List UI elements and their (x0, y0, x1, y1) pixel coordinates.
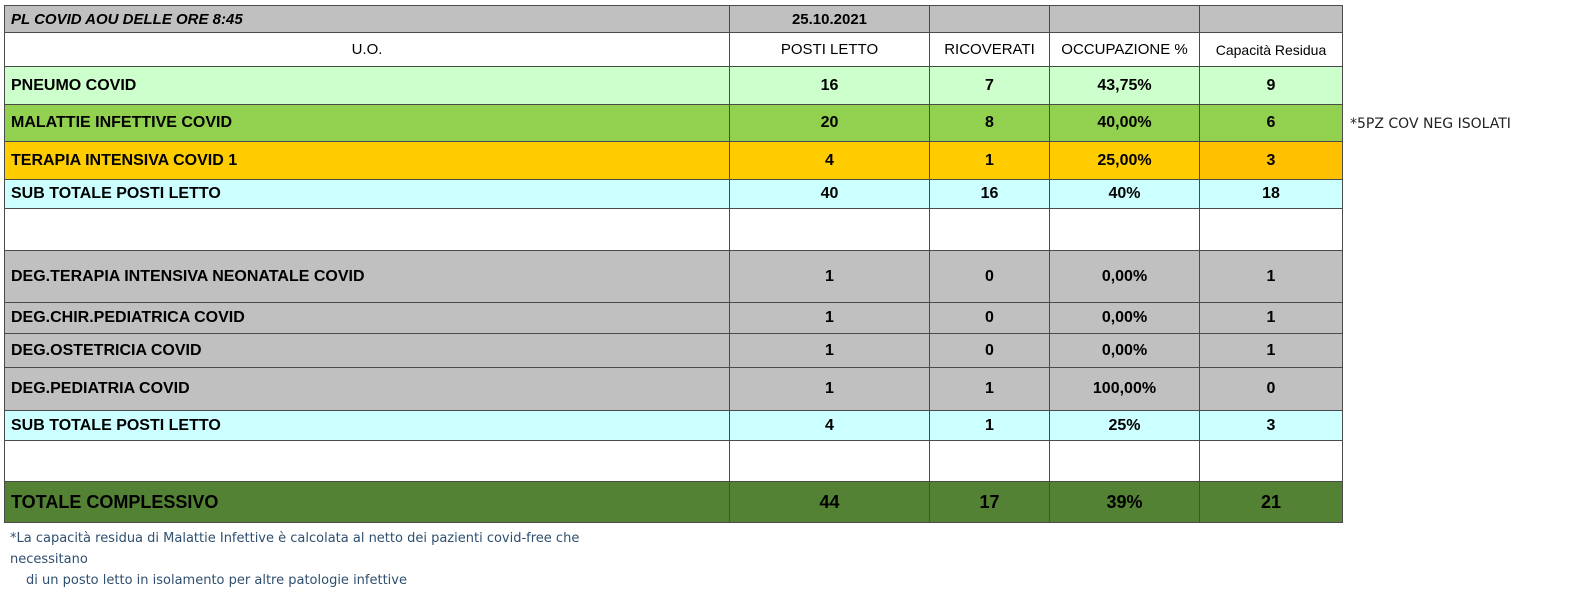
row-unit-name: PNEUMO COVID (5, 67, 730, 105)
subtotal-row (5, 180, 1343, 209)
title-empty-cell (930, 6, 1050, 33)
row-unit-name: TERAPIA INTENSIVA COVID 1 (5, 142, 730, 180)
table-row (5, 105, 1343, 142)
row-posti-letto: 40 (730, 180, 930, 209)
row-occupazione: 43,75% (1050, 67, 1200, 105)
blank-row (5, 209, 1343, 251)
row-capacita-residua: 1 (1200, 334, 1343, 368)
subtotal-row (5, 411, 1343, 441)
header-capacita-residua: Capacità Residua (1200, 33, 1343, 67)
blank-row (5, 441, 1343, 482)
row-ricoverati: 1 (930, 411, 1050, 441)
blank-cell (1200, 209, 1343, 251)
row-posti-letto: 1 (730, 334, 930, 368)
row-ricoverati: 7 (930, 67, 1050, 105)
footnote-line-3: di un posto letto in isolamento per altre patologie infettive (26, 573, 407, 588)
row-unit-name: DEG.CHIR.PEDIATRICA COVID (5, 303, 730, 334)
row-occupazione: 25% (1050, 411, 1200, 441)
row-ricoverati: 0 (930, 334, 1050, 368)
row-capacita-residua: 0 (1200, 368, 1343, 411)
row-occupazione: 100,00% (1050, 368, 1200, 411)
row-unit-name: DEG.TERAPIA INTENSIVA NEONATALE COVID (5, 251, 730, 303)
table-row (5, 142, 1343, 180)
title-empty-cell (1050, 6, 1200, 33)
row-unit-name: SUB TOTALE POSTI LETTO (5, 411, 730, 441)
total-posti-letto: 44 (730, 482, 930, 523)
row-capacita-residua: 3 (1200, 142, 1343, 180)
bed-occupancy-table (4, 5, 1343, 523)
blank-cell (1050, 209, 1200, 251)
side-note: *5PZ COV NEG ISOLATI (1350, 116, 1511, 132)
row-capacita-residua: 1 (1200, 251, 1343, 303)
table-row (5, 67, 1343, 105)
row-ricoverati: 0 (930, 303, 1050, 334)
table-row (5, 368, 1343, 411)
blank-cell (1200, 441, 1343, 482)
row-occupazione: 40% (1050, 180, 1200, 209)
row-unit-name: MALATTIE INFETTIVE COVID (5, 105, 730, 142)
table-row (5, 334, 1343, 368)
footnote-line-2: necessitano (10, 552, 88, 567)
header-ricoverati: RICOVERATI (930, 33, 1050, 67)
row-capacita-residua: 3 (1200, 411, 1343, 441)
total-ricoverati: 17 (930, 482, 1050, 523)
row-occupazione: 0,00% (1050, 303, 1200, 334)
row-ricoverati: 16 (930, 180, 1050, 209)
footnote (10, 528, 579, 591)
row-capacita-residua: 1 (1200, 303, 1343, 334)
row-unit-name: DEG.OSTETRICIA COVID (5, 334, 730, 368)
total-occupazione: 39% (1050, 482, 1200, 523)
header-uo: U.O. (5, 33, 730, 67)
row-occupazione: 25,00% (1050, 142, 1200, 180)
report-date: 25.10.2021 (730, 6, 930, 33)
title-empty-cell (1200, 6, 1343, 33)
header-occupazione: OCCUPAZIONE % (1050, 33, 1200, 67)
blank-cell (730, 209, 930, 251)
row-capacita-residua: 6 (1200, 105, 1343, 142)
row-posti-letto: 1 (730, 303, 930, 334)
row-occupazione: 0,00% (1050, 251, 1200, 303)
table-row (5, 251, 1343, 303)
row-posti-letto: 4 (730, 142, 930, 180)
blank-cell (930, 209, 1050, 251)
row-posti-letto: 1 (730, 368, 930, 411)
row-posti-letto: 1 (730, 251, 930, 303)
blank-cell (5, 209, 730, 251)
total-row (5, 482, 1343, 523)
row-capacita-residua: 18 (1200, 180, 1343, 209)
footnote-line-1: *La capacità residua di Malattie Infettive è calcolata al netto dei pazienti covid-free che (10, 531, 580, 546)
row-unit-name: SUB TOTALE POSTI LETTO (5, 180, 730, 209)
blank-cell (930, 441, 1050, 482)
row-unit-name: DEG.PEDIATRIA COVID (5, 368, 730, 411)
row-ricoverati: 1 (930, 368, 1050, 411)
row-ricoverati: 0 (930, 251, 1050, 303)
row-ricoverati: 1 (930, 142, 1050, 180)
row-posti-letto: 16 (730, 67, 930, 105)
row-posti-letto: 20 (730, 105, 930, 142)
row-capacita-residua: 9 (1200, 67, 1343, 105)
total-capacita-residua: 21 (1200, 482, 1343, 523)
row-occupazione: 0,00% (1050, 334, 1200, 368)
header-posti-letto: POSTI LETTO (730, 33, 930, 67)
row-ricoverati: 8 (930, 105, 1050, 142)
header-row (5, 33, 1343, 67)
blank-cell (1050, 441, 1200, 482)
row-posti-letto: 4 (730, 411, 930, 441)
table-row (5, 303, 1343, 334)
report-title: PL COVID AOU DELLE ORE 8:45 (5, 6, 730, 33)
title-row (5, 6, 1343, 33)
total-label: TOTALE COMPLESSIVO (5, 482, 730, 523)
blank-cell (730, 441, 930, 482)
row-occupazione: 40,00% (1050, 105, 1200, 142)
blank-cell (5, 441, 730, 482)
